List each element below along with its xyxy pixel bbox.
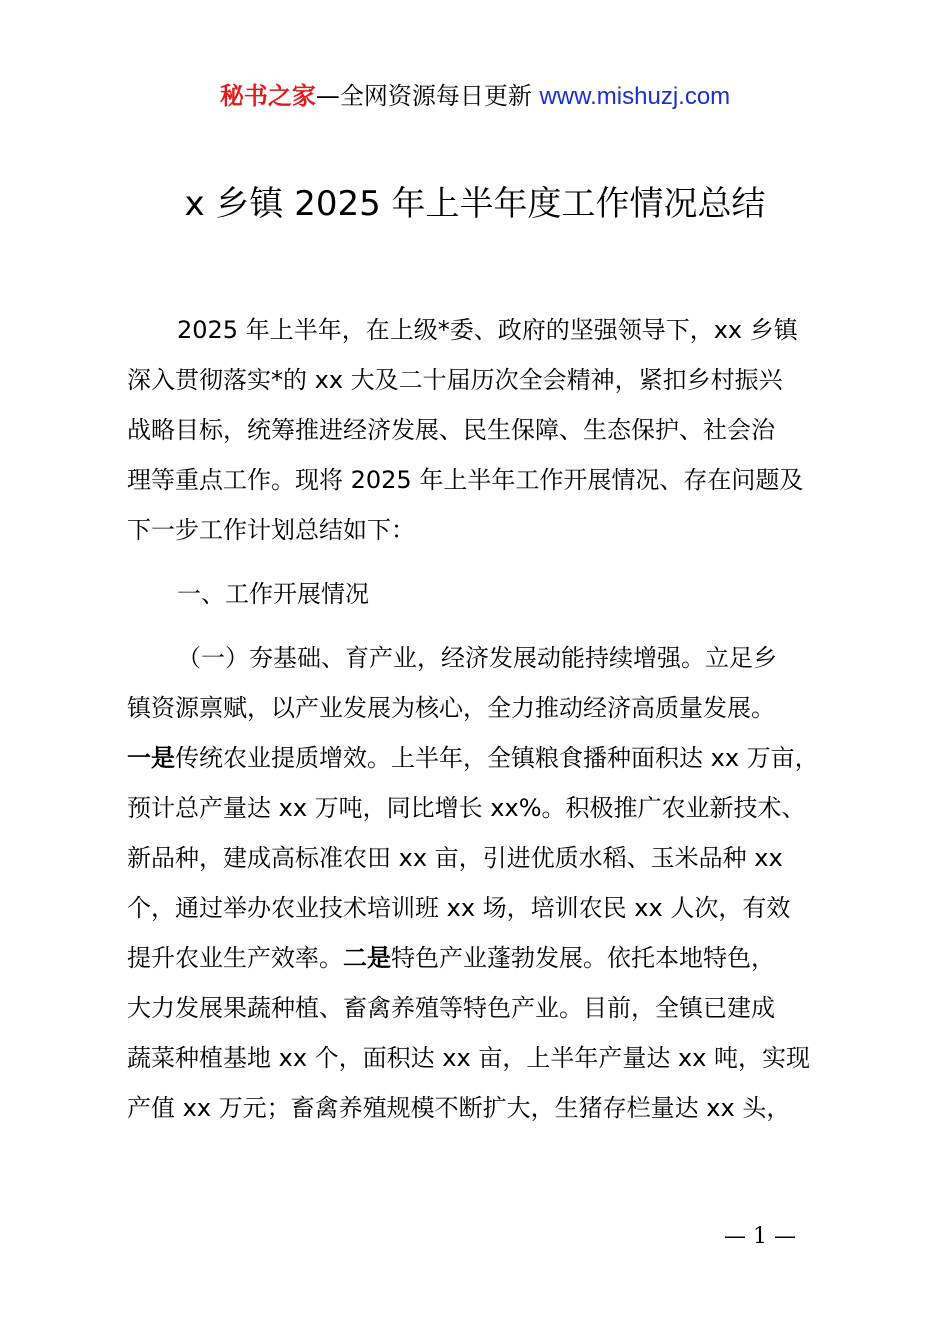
point-two-label: 二是 [343, 944, 391, 972]
point-one-text: 传统农业提质增效。上半年，全镇粮食播种面积达 xx 万亩， [175, 744, 819, 772]
point-one-ending: 提升农业生产效率。 [127, 944, 343, 972]
subsection-line: （一）夯基础、育产业，经济发展动能持续增强。立足乡 [177, 644, 777, 672]
document-body [127, 305, 837, 1133]
document-title: x 乡镇 2025 年上半年度工作情况总结 [184, 184, 766, 224]
point-two-line: 蔬菜种植基地 xx 个，面积达 xx 亩，上半年产量达 xx 吨，实现 [127, 1044, 810, 1072]
header-tagline: —全网资源每日更新 [315, 82, 532, 110]
intro-line: 下一步工作计划总结如下： [127, 516, 415, 544]
point-one-line: 预计总产量达 xx 万吨，同比增长 xx%。积极推广农业新技术、 [127, 794, 806, 822]
subsection-line: 镇资源禀赋，以产业发展为核心，全力推动经济高质量发展。 [127, 694, 775, 722]
page-number: — 1 — [724, 1224, 796, 1249]
brand-name: 秘书之家 [219, 82, 316, 110]
intro-line: 战略目标，统筹推进经济发展、民生保障、生态保护、社会治 [127, 416, 775, 444]
site-url-link[interactable]: www.mishuzj.com [539, 83, 731, 110]
intro-line: 2025 年上半年，在上级*委、政府的坚强领导下，xx 乡镇 [177, 316, 798, 344]
intro-line: 深入贯彻落实*的 xx 大及二十届历次全会精神，紧扣乡村振兴 [127, 366, 783, 394]
section-heading: 一、工作开展情况 [177, 580, 369, 608]
point-two-text: 特色产业蓬勃发展。依托本地特色， [391, 944, 775, 972]
point-one-line: 个，通过举办农业技术培训班 xx 场，培训农民 xx 人次，有效 [127, 894, 791, 922]
point-one-line: 新品种，建成高标准农田 xx 亩，引进优质水稻、玉米品种 xx [127, 844, 783, 872]
intro-line: 理等重点工作。现将 2025 年上半年工作开展情况、存在问题及 [127, 466, 804, 494]
point-one-line [127, 733, 837, 783]
point-two-line: 产值 xx 万元；畜禽养殖规模不断扩大，生猪存栏量达 xx 头， [127, 1094, 791, 1122]
point-one-label: 一是 [127, 744, 175, 772]
point-two-line: 大力发展果蔬种植、畜禽养殖等特色产业。目前，全镇已建成 [127, 994, 775, 1022]
point-two-line [127, 933, 837, 983]
site-header [0, 80, 950, 113]
